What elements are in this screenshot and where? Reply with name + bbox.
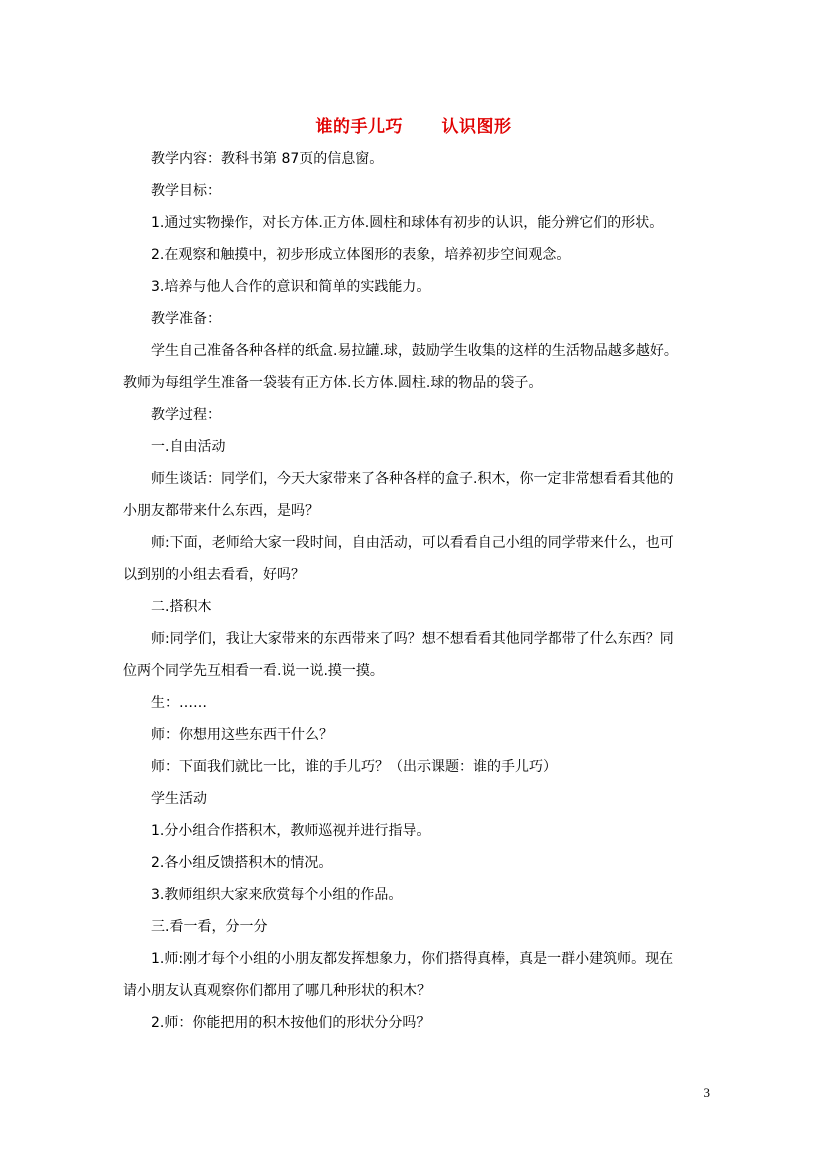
paragraph: 1.分小组合作搭积木，教师巡视并进行指导。 <box>151 823 431 839</box>
paragraph: 1.师:刚才每个小组的小朋友都发挥想象力，你们搭得真棒，真是一群小建筑师。现在 <box>151 951 674 967</box>
paragraph: 教学准备： <box>151 311 221 327</box>
paragraph: 3.教师组织大家来欣赏每个小组的作品。 <box>151 887 403 903</box>
paragraph: 2.在观察和触摸中，初步形成立体图形的表象，培养初步空间观念。 <box>151 247 571 263</box>
paragraph: 1.通过实物操作，对长方体.正方体.圆柱和球体有初步的认识，能分辨它们的形状。 <box>151 215 664 231</box>
page-title: 谁的手儿巧 认识图形 <box>315 117 512 137</box>
section-heading: 三.看一看，分一分 <box>151 919 268 935</box>
paragraph: 3.培养与他人合作的意识和简单的实践能力。 <box>151 279 431 295</box>
paragraph: 教学过程： <box>151 407 221 423</box>
paragraph: 学生自己准备各种各样的纸盒.易拉罐.球，鼓励学生收集的这样的生活物品越多越好。 <box>151 343 678 359</box>
paragraph: 2.师：你能把用的积木按他们的形状分分吗？ <box>151 1015 431 1031</box>
section-heading: 二.搭积木 <box>151 599 212 615</box>
paragraph: 位两个同学先互相看一看.说一说.摸一摸。 <box>123 663 384 679</box>
paragraph: 师:同学们，我让大家带来的东西带来了吗？想不想看看其他同学都带了什么东西？同 <box>151 631 674 647</box>
paragraph: 教师为每组学生准备一袋装有正方体.长方体.圆柱.球的物品的袋子。 <box>123 375 543 391</box>
paragraph: 2.各小组反馈搭积木的情况。 <box>151 855 333 871</box>
paragraph: 师:下面，老师给大家一段时间，自由活动，可以看看自己小组的同学带来什么，也可 <box>151 535 674 551</box>
paragraph: 师：你想用这些东西干什么？ <box>151 727 333 743</box>
paragraph: 师：下面我们就比一比，谁的手儿巧？（出示课题：谁的手儿巧） <box>151 759 557 775</box>
paragraph: 学生活动 <box>151 791 207 807</box>
paragraph: 教学目标： <box>151 183 221 199</box>
section-heading: 一.自由活动 <box>151 439 226 455</box>
page-number: 3 <box>703 1085 710 1100</box>
paragraph: 以到别的小组去看看，好吗？ <box>123 567 305 583</box>
paragraph: 请小朋友认真观察你们都用了哪几种形状的积木？ <box>123 983 431 999</box>
document-body <box>123 143 713 1039</box>
paragraph: 小朋友都带来什么东西，是吗？ <box>123 503 319 519</box>
paragraph: 生：…… <box>151 695 207 711</box>
paragraph: 师生谈话：同学们，今天大家带来了各种各样的盒子.积木，你一定非常想看看其他的 <box>151 471 674 487</box>
paragraph: 教学内容：教科书第 87页的信息窗。 <box>151 151 384 167</box>
